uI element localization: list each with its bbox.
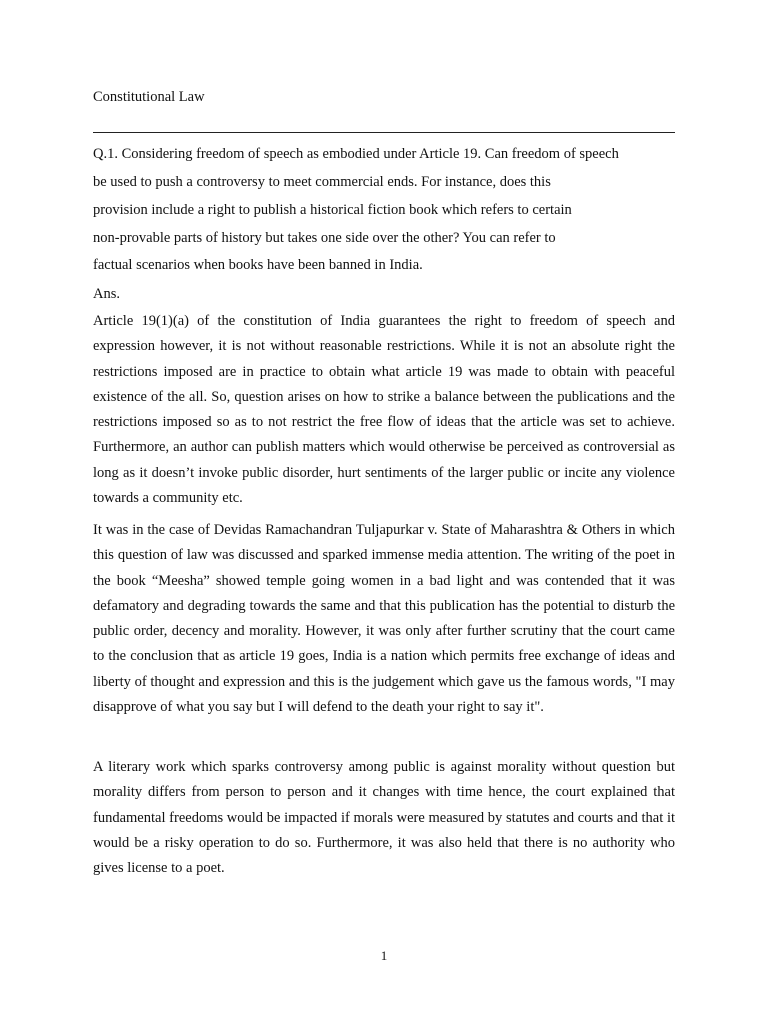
answer-label: Ans. xyxy=(93,286,120,302)
question-line: be used to push a controversy to meet commercial ends. For instance, does this xyxy=(93,174,551,190)
question-line: provision include a right to publish a historical fiction book which refers to certain xyxy=(93,202,572,218)
question-line: non-provable parts of history but takes one side over the other? You can refer to xyxy=(93,230,556,246)
answer-paragraph-2: It was in the case of Devidas Ramachandran Tuljapurkar v. State of Maharashtra & Others in which this question of law was discussed and sparked immense media attention. The writing of the poet in the book “Meesha” showed temple going women in a bad light and was contended that it was defamatory and degrading towards the same and that this publication has the potential to disturb the public order, decency and morality. However, it was only after further scrutiny that the court came to the conclusion that as article 19 goes, India is a nation which permits free exchange of ideas and liberty of thought and expression and this is the judgement which gave us the famous words, "I may disapprove of what you say but I will defend to the death your right to say it". xyxy=(93,522,675,716)
answer-paragraph-3: A literary work which sparks controversy among public is against morality without question but morality differs from person to person and it changes with time hence, the court explained that fundamental freedoms would be impacted if morals were measured by statutes and courts and that it would be a risky operation to do so. Furthermore, it was also held that there is no authority who gives license to a poet. xyxy=(93,759,675,877)
answer-paragraph-1: Article 19(1)(a) of the constitution of India guarantees the right to freedom of speech and expression however, it is not without reasonable restrictions. While it is not an absolute right the restrictions imposed are in practice to obtain what article 19 was made to obtain with peaceful existence of the all. So, question arises on how to strike a balance between the publications and the restrictions imposed so as to not restrict the free flow of ideas that the article was set to achieve. Furthermore, an author can publish matters which would otherwise be perceived as controversial as long as it doesn’t invoke public disorder, hurt sentiments of the larger public or incite any violence towards a community etc. xyxy=(93,313,675,507)
question-line: Q.1. Considering freedom of speech as embodied under Article 19. Can freedom of speech xyxy=(93,146,619,162)
document-heading: Constitutional Law xyxy=(93,89,205,105)
page-number: 1 xyxy=(380,948,388,963)
heading-divider xyxy=(93,132,675,133)
question-line: factual scenarios when books have been banned in India. xyxy=(93,257,423,273)
